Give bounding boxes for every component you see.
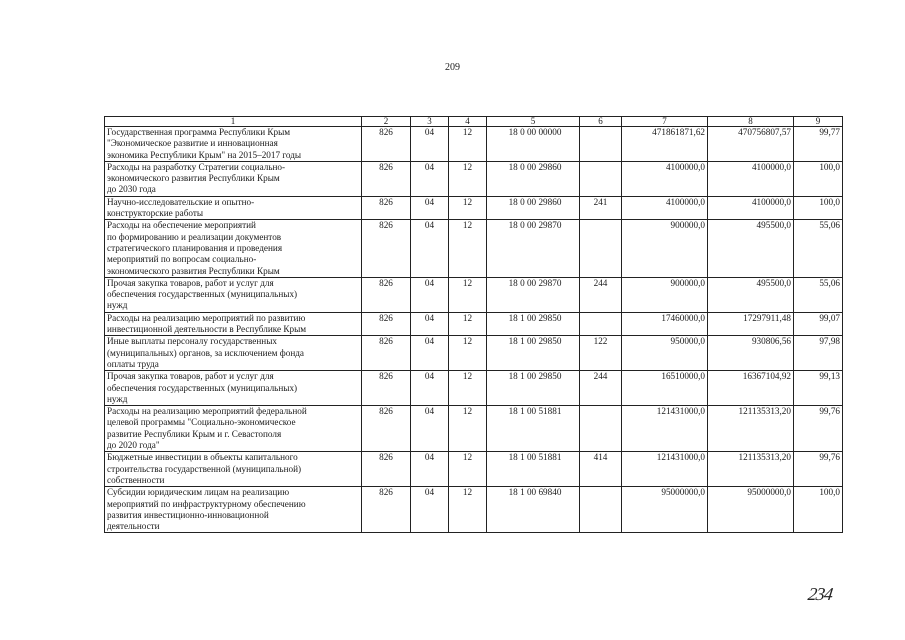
row-subsection-cell: 12 [449,196,487,220]
row-subsection-cell: 12 [449,220,487,277]
row-target-article-cell: 18 1 00 29850 [487,312,580,336]
row-planned-amount-cell: 900000,0 [622,220,708,277]
row-code-cell: 826 [362,127,411,162]
table-header-row [105,117,843,127]
row-expense-type-cell: 244 [580,371,622,406]
row-executed-amount-cell: 495500,0 [708,277,794,312]
table-row [105,161,843,196]
row-percent-cell: 55,06 [794,277,843,312]
row-name-cell: Расходы на обеспечение мероприятий по формированию и реализации документов стратегического планирования и проведения мероприятий по вопросам социально- экономического развития Республики Крым [105,220,362,277]
table-body [105,127,843,533]
row-code-cell: 826 [362,371,411,406]
row-target-article-cell: 18 1 00 29850 [487,371,580,406]
table-row [105,487,843,533]
row-target-article-cell: 18 0 00 29870 [487,220,580,277]
row-expense-type-cell: 414 [580,452,622,487]
row-section-cell: 04 [411,336,449,371]
row-target-article-cell: 18 0 00 00000 [487,127,580,162]
row-name-cell: Прочая закупка товаров, работ и услуг для обеспечения государственных (муниципальных) нужд [105,371,362,406]
budget-table [104,116,843,533]
row-subsection-cell: 12 [449,406,487,452]
row-planned-amount-cell: 95000000,0 [622,487,708,533]
row-name-cell: Государственная программа Республики Крым "Экономическое развитие и инновационная экономика Республики Крым" на 2015–2017 годы [105,127,362,162]
row-executed-amount-cell: 495500,0 [708,220,794,277]
row-name-cell: Бюджетные инвестиции в объекты капитального строительства государственной (муниципальной) собственности [105,452,362,487]
row-code-cell: 826 [362,406,411,452]
row-name-cell: Расходы на реализацию мероприятий федеральной целевой программы "Социально-экономическое развитие Республики Крым и г. Севастополя до 2020 года" [105,406,362,452]
table-row [105,312,843,336]
row-planned-amount-cell: 17460000,0 [622,312,708,336]
table-row [105,406,843,452]
row-target-article-cell: 18 1 00 69840 [487,487,580,533]
row-section-cell: 04 [411,312,449,336]
header-col-9: 9 [794,117,843,127]
row-subsection-cell: 12 [449,277,487,312]
row-name-cell: Субсидии юридическим лицам на реализацию мероприятий по инфраструктурному обеспечению развития инвестиционно-инновационной деятельности [105,487,362,533]
header-col-5: 5 [487,117,580,127]
row-target-article-cell: 18 0 00 29870 [487,277,580,312]
row-planned-amount-cell: 4100000,0 [622,161,708,196]
row-subsection-cell: 12 [449,371,487,406]
header-col-3: 3 [411,117,449,127]
row-expense-type-cell: 244 [580,277,622,312]
row-code-cell: 826 [362,452,411,487]
row-planned-amount-cell: 4100000,0 [622,196,708,220]
row-planned-amount-cell: 900000,0 [622,277,708,312]
row-name-cell: Расходы на реализацию мероприятий по развитию инвестиционной деятельности в Республике Крым [105,312,362,336]
row-expense-type-cell [580,406,622,452]
row-executed-amount-cell: 121135313,20 [708,406,794,452]
row-executed-amount-cell: 95000000,0 [708,487,794,533]
row-subsection-cell: 12 [449,452,487,487]
row-target-article-cell: 18 0 00 29860 [487,161,580,196]
header-col-6: 6 [580,117,622,127]
row-subsection-cell: 12 [449,161,487,196]
row-name-cell: Прочая закупка товаров, работ и услуг для обеспечения государственных (муниципальных) нужд [105,277,362,312]
row-section-cell: 04 [411,406,449,452]
row-percent-cell: 99,76 [794,406,843,452]
row-subsection-cell: 12 [449,336,487,371]
row-planned-amount-cell: 121431000,0 [622,452,708,487]
row-section-cell: 04 [411,161,449,196]
row-percent-cell: 97,98 [794,336,843,371]
row-percent-cell: 99,76 [794,452,843,487]
handwritten-page-number: 234 [806,584,834,604]
table-row [105,371,843,406]
row-subsection-cell: 12 [449,312,487,336]
header-col-7: 7 [622,117,708,127]
table-row [105,277,843,312]
page-number: 209 [445,62,460,73]
row-code-cell: 826 [362,487,411,533]
row-section-cell: 04 [411,220,449,277]
row-name-cell: Иные выплаты персоналу государственных (муниципальных) органов, за исключением фонда оплаты труда [105,336,362,371]
table-row [105,452,843,487]
row-executed-amount-cell: 470756807,57 [708,127,794,162]
row-percent-cell: 99,77 [794,127,843,162]
row-executed-amount-cell: 17297911,48 [708,312,794,336]
row-target-article-cell: 18 1 00 51881 [487,406,580,452]
row-percent-cell: 55,06 [794,220,843,277]
row-expense-type-cell: 241 [580,196,622,220]
header-col-4: 4 [449,117,487,127]
row-expense-type-cell [580,161,622,196]
header-col-2: 2 [362,117,411,127]
row-planned-amount-cell: 121431000,0 [622,406,708,452]
row-planned-amount-cell: 471861871,62 [622,127,708,162]
row-planned-amount-cell: 950000,0 [622,336,708,371]
row-expense-type-cell [580,487,622,533]
row-planned-amount-cell: 16510000,0 [622,371,708,406]
row-expense-type-cell [580,312,622,336]
row-code-cell: 826 [362,277,411,312]
table-row [105,196,843,220]
table-row [105,220,843,277]
row-percent-cell: 99,07 [794,312,843,336]
row-code-cell: 826 [362,220,411,277]
row-code-cell: 826 [362,336,411,371]
row-target-article-cell: 18 1 00 29850 [487,336,580,371]
row-expense-type-cell [580,127,622,162]
row-expense-type-cell: 122 [580,336,622,371]
row-percent-cell: 99,13 [794,371,843,406]
table-row [105,336,843,371]
row-percent-cell: 100,0 [794,487,843,533]
row-executed-amount-cell: 4100000,0 [708,196,794,220]
row-code-cell: 826 [362,161,411,196]
row-target-article-cell: 18 1 00 51881 [487,452,580,487]
row-section-cell: 04 [411,196,449,220]
row-executed-amount-cell: 930806,56 [708,336,794,371]
row-percent-cell: 100,0 [794,161,843,196]
header-col-1: 1 [105,117,362,127]
row-section-cell: 04 [411,487,449,533]
row-executed-amount-cell: 16367104,92 [708,371,794,406]
row-code-cell: 826 [362,196,411,220]
row-name-cell: Расходы на разработку Стратегии социально- экономического развития Республики Крым до 2030 года [105,161,362,196]
row-subsection-cell: 12 [449,127,487,162]
row-name-cell: Научно-исследовательские и опытно- конструкторские работы [105,196,362,220]
row-section-cell: 04 [411,277,449,312]
row-expense-type-cell [580,220,622,277]
row-code-cell: 826 [362,312,411,336]
row-section-cell: 04 [411,127,449,162]
header-col-8: 8 [708,117,794,127]
row-target-article-cell: 18 0 00 29860 [487,196,580,220]
row-section-cell: 04 [411,371,449,406]
table-row [105,127,843,162]
row-executed-amount-cell: 4100000,0 [708,161,794,196]
row-percent-cell: 100,0 [794,196,843,220]
row-executed-amount-cell: 121135313,20 [708,452,794,487]
row-section-cell: 04 [411,452,449,487]
row-subsection-cell: 12 [449,487,487,533]
